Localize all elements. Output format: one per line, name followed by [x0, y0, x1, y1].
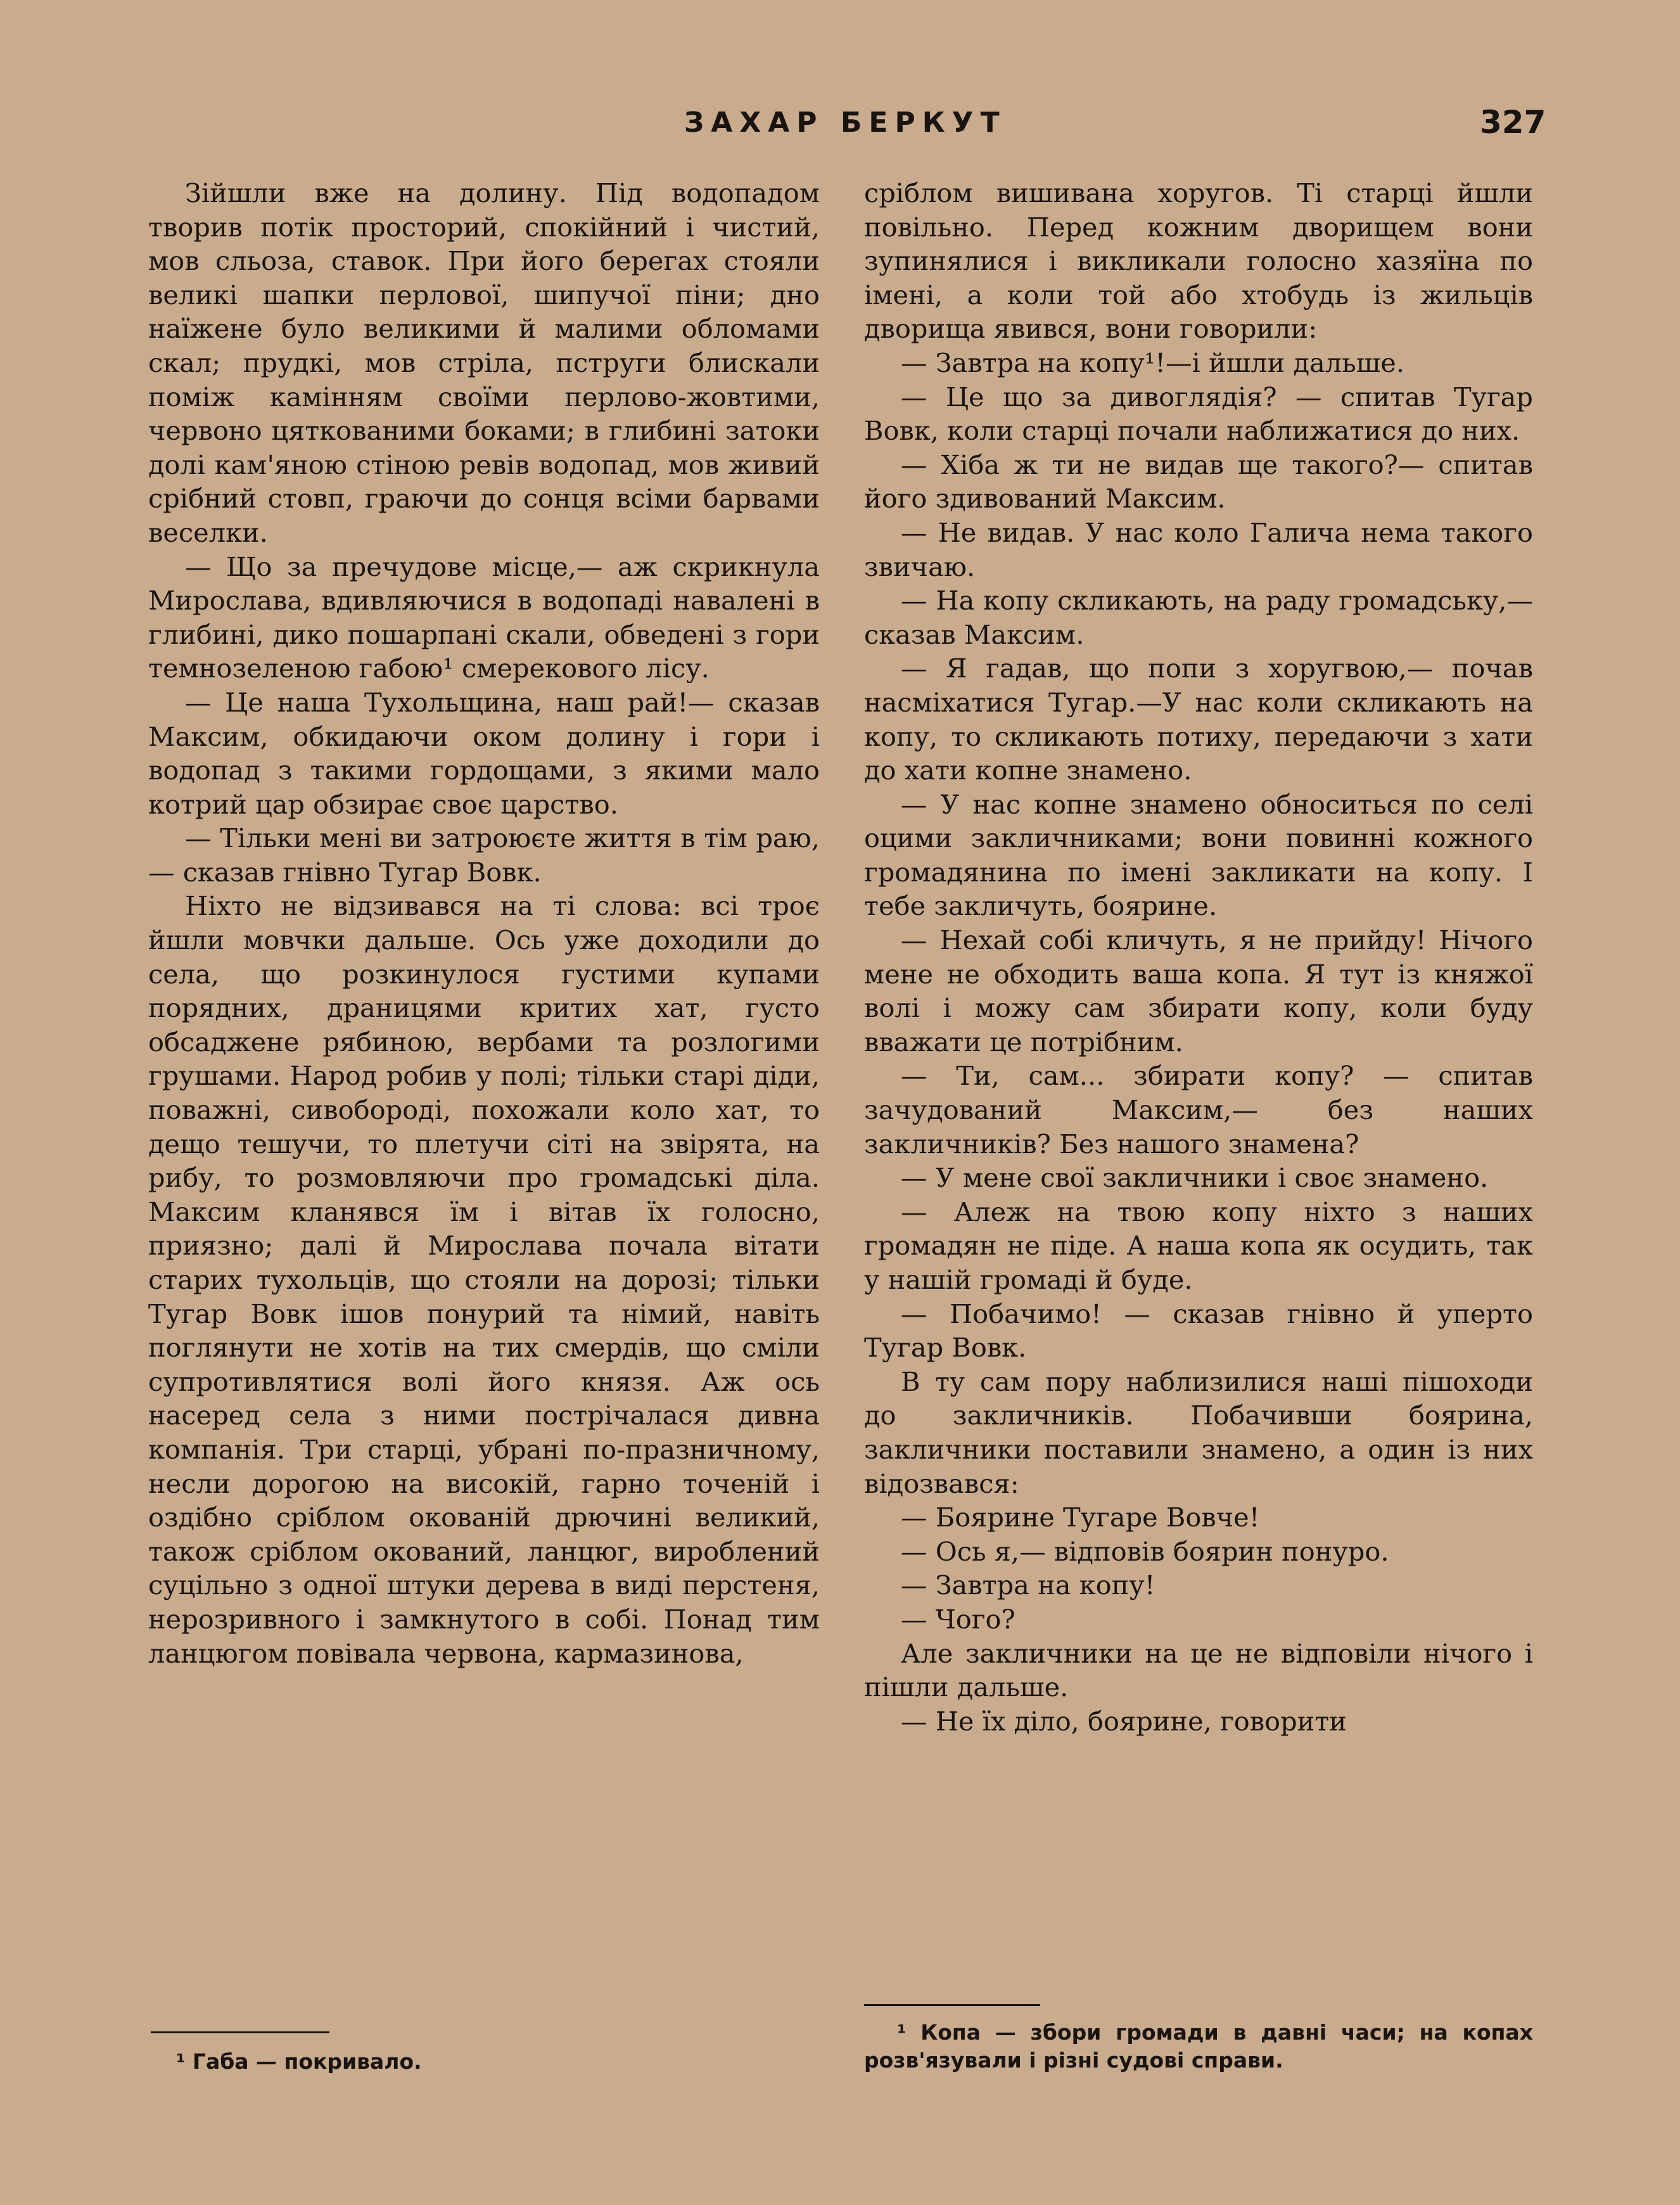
- page-number: 327: [1480, 104, 1546, 141]
- paragraph: — У нас копне знамено обноситься по селі оцими закличниками; вони повинні кожного громадянина по імені закликати на копу. І тебе закличуть, боярине.: [864, 788, 1533, 922]
- paragraph: — У мене свої закличники і своє знамено.: [901, 1162, 1489, 1194]
- paragraph: сріблом вишивана хоругов. Ті старці йшли повільно. Перед кожним дворищем вони зупинялися і викликали голосно хазяїна по імені, а коли той або хтобудь із жильців дворища явився, вони говорили:: [864, 177, 1533, 345]
- paragraph: — Хіба ж ти не видав ще такого?— спитав його здивований Максим.: [864, 449, 1533, 514]
- paragraph: — Ти, сам... збирати копу? — спитав зачудований Максим,— без наших закличників? Без нашого знамена?: [864, 1060, 1533, 1160]
- paragraph: — Боярине Тугаре Вовче!: [901, 1502, 1260, 1533]
- left-column: [148, 176, 820, 1670]
- footnote-rule: [864, 2004, 1040, 2006]
- paragraph: — На копу скликають, на раду громадську,— сказав Максим.: [864, 585, 1533, 650]
- paragraph: — Це наша Тухольщина, наш рай!— сказав Максим, обкидаючи оком долину і гори і водопад з такими гордощами, з якими мало котрий цар обзирає своє царство.: [148, 686, 820, 820]
- paragraph: Але закличники на це не відповіли нічого і пішли дальше.: [864, 1637, 1533, 1703]
- footnote-right: ¹ Копа — збори громади в давні часи; на копах розв'язували і різні судові справи.: [864, 2020, 1533, 2073]
- paragraph: — Це що за дивоглядія? — спитав Тугар Вовк, коли старці почали наближатися до них.: [864, 381, 1533, 447]
- footnote-left: ¹ Габа — покривало.: [176, 2049, 422, 2074]
- paragraph: — Я гадав, що попи з хоругвою,— почав насміхатися Тугар.—У нас коли скликають на копу, то скликають потиху, передаючи з хати до хати копне знамено.: [864, 653, 1533, 786]
- paragraph: — Завтра на копу!: [901, 1569, 1155, 1601]
- paragraph: — Завтра на копу¹!—і йшли дальше.: [901, 347, 1405, 378]
- paragraph: — Алеж на твою копу ніхто з наших громадян не піде. А наша копа як осудить, так у нашій громаді й буде.: [864, 1196, 1533, 1295]
- paragraph: Ніхто не відзивався на ті слова: всі троє йшли мовчки дальше. Ось уже доходили до села, що розкинулося густими купами порядних, драницями критих хат, густо обсаджене рябиною, вербами та розлогими грушами. Народ робив у полі; тільки старі діди, поважні, сивобороді, похожали коло хат, то дещо тешучи, то плетучи сіті на звірята, на рибу, то розмовляючи про громадські діла. Максим кланявся їм і вітав їх голосно, приязно; далі й Мирослава почала вітати старих тухольців, що стояли на дорозі; тільки Тугар Вовк ішов понурий та німий, навіть поглянути не хотів на тих смердів, що сміли супротивлятися волі його князя. Аж ось насеред села з ними пострічалася дивна компанія. Три старці, убрані по-празничному, несли дорогою на високій, гарно точеній і оздібно сріблом окованій дрючині великий, також сріблом окований, ланцюг, вироблений суцільно з одної штуки дерева в виді перстеня, нерозривного і замкнутого в собі. Понад тим ланцюгом повівала червона, кармазинова,: [148, 890, 820, 1669]
- page-header: [0, 106, 1680, 144]
- paragraph: — Що за пречудове місце,— аж скрикнула Мирослава, вдивляючися в водопаді навалені в глибині, дико пошарпані скали, обведені з гори темнозеленою габою¹ смерекового лісу.: [148, 551, 820, 684]
- paragraph: — Тільки мені ви затроюєте життя в тім раю,— сказав гнівно Тугар Вовк.: [148, 822, 820, 888]
- paragraph: Зійшли вже на долину. Під водопадом творив потік просторий, спокійний і чистий, мов сльоза, ставок. При його берегах стояли великі шапки перлової, шипучої піни; дно наїжене було великими й малими обломами скал; прудкі, мов стріла, пструги блискали поміж камінням своїми перлово-жовтими, червоно цяткованими боками; в глибині затоки долі кам'яною стіною ревів водопад, мов живий срібний стовп, граючи до сонця всіми барвами веселки.: [148, 177, 820, 548]
- running-title: ЗАХАР БЕРКУТ: [684, 106, 1007, 139]
- paragraph: — Не їх діло, боярине, говорити: [901, 1705, 1347, 1737]
- paragraph: — Нехай собі кличуть, я не прийду! Нічого мене не обходить ваша копа. Я тут із княжої волі і можу сам збирати копу, коли буду вважати це потрібним.: [864, 924, 1533, 1058]
- paragraph: В ту сам пору наблизилися наші пішоходи до закличників. Побачивши боярина, закличники поставили знамено, а один із них відозвався:: [864, 1365, 1533, 1499]
- paragraph: — Ось я,— відповів боярин понуро.: [901, 1535, 1389, 1567]
- paragraph: — Не видав. У нас коло Галича нема такого звичаю.: [864, 516, 1533, 582]
- footnote-rule: [151, 2031, 329, 2033]
- paragraph: — Чого?: [901, 1603, 1015, 1635]
- paragraph: — Побачимо! — сказав гнівно й уперто Тугар Вовк.: [864, 1298, 1533, 1364]
- right-column: [864, 176, 1533, 1738]
